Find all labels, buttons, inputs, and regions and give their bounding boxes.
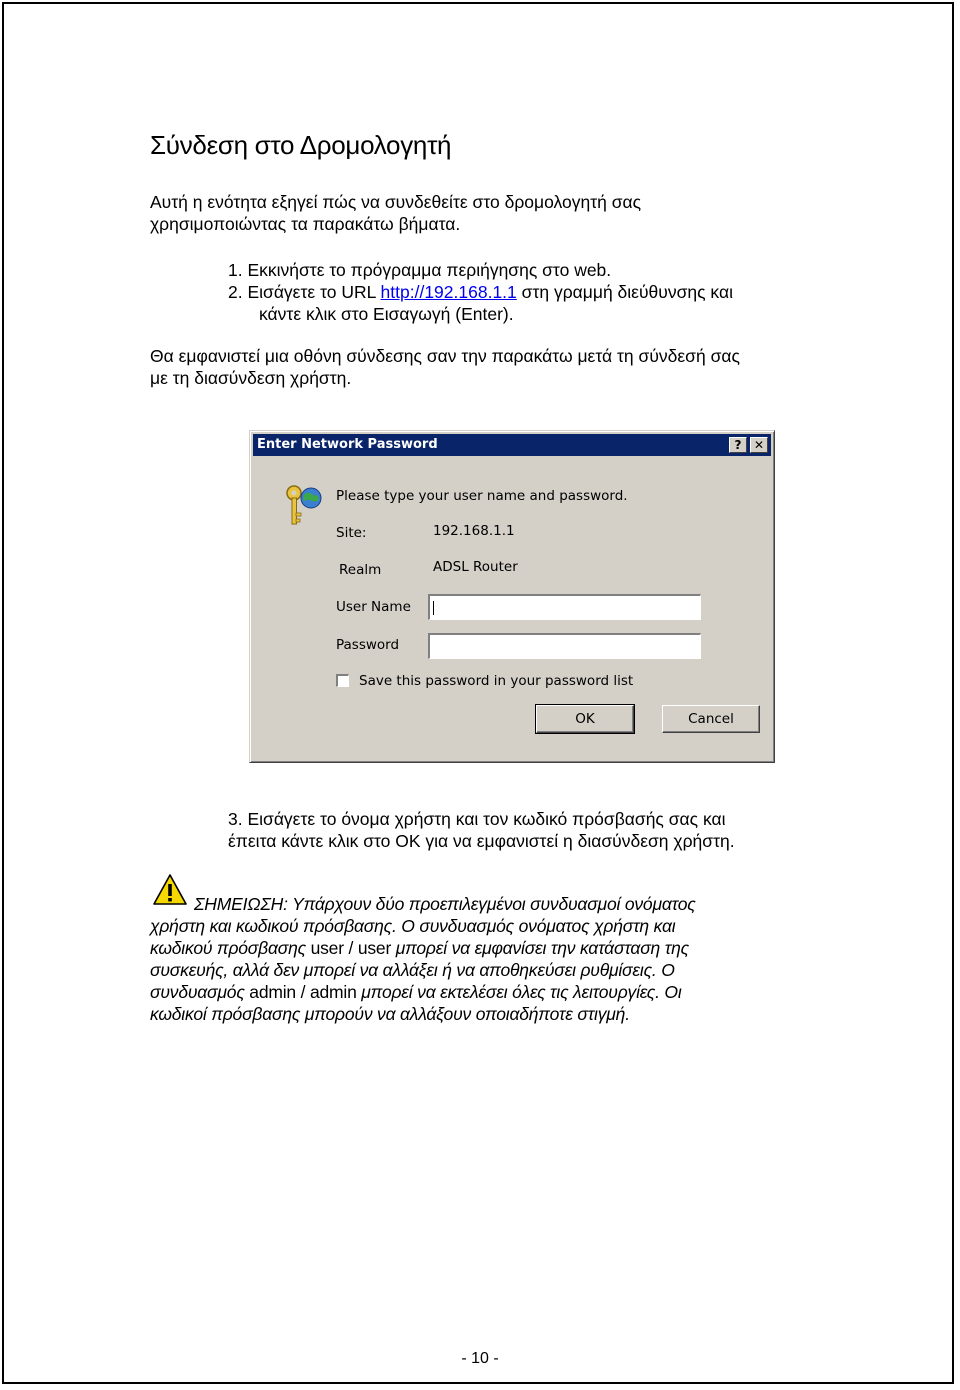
- password-input[interactable]: [428, 633, 701, 659]
- router-url-link[interactable]: http://192.168.1.1: [380, 282, 517, 302]
- note-text: Υπάρχουν δύο προεπιλεγμένοι συνδυασμοί ονόματος: [287, 894, 696, 914]
- close-button[interactable]: ✕: [750, 437, 768, 453]
- note-credentials-admin: admin / admin: [249, 982, 357, 1002]
- password-label: Password: [336, 637, 400, 653]
- step-2-prefix: 2. Εισάγετε το URL: [228, 282, 381, 302]
- note-credentials-user: user / user: [310, 938, 392, 958]
- step-3: [228, 808, 828, 852]
- realm-value: ADSL Router: [433, 559, 518, 575]
- password-dialog: [249, 430, 775, 763]
- dialog-titlebar: [253, 434, 771, 456]
- help-button[interactable]: ?: [729, 437, 747, 453]
- note-text: μπορεί να εκτελέσει όλες τις λειτουργίες. Οι: [356, 982, 682, 1002]
- key-icon: [284, 483, 324, 529]
- note-line: [150, 981, 790, 1003]
- intro-line: Αυτή η ενότητα εξηγεί πώς να συνδεθείτε στο δρομολογητή σας: [150, 192, 642, 212]
- note-block: [150, 893, 790, 1025]
- after-line: Θα εμφανιστεί μια οθόνη σύνδεσης σαν την παρακάτω μετά τη σύνδεσή σας: [150, 346, 740, 366]
- intro-paragraph: [150, 191, 830, 235]
- steps-list: [228, 259, 733, 325]
- dialog-title: Enter Network Password: [257, 437, 438, 452]
- ok-button[interactable]: OK: [536, 705, 634, 733]
- note-line: [150, 893, 790, 915]
- site-label: Site:: [336, 525, 367, 541]
- username-input[interactable]: [428, 594, 701, 620]
- note-text: μπορεί να εμφανίσει την κατάσταση της: [391, 938, 689, 958]
- save-password-checkbox[interactable]: [336, 674, 349, 687]
- note-line: συσκευής, αλλά δεν μπορεί να αλλάξει ή να αποθηκεύσει ρυθμίσεις. Ο: [150, 960, 675, 980]
- username-label: User Name: [336, 599, 411, 615]
- step-3-line: έπειτα κάντε κλικ στο OK για να εμφανιστεί η διασύνδεση χρήστη.: [228, 831, 735, 851]
- save-password-label[interactable]: Save this password in your password list: [359, 673, 634, 689]
- note-text: συνδυασμός: [150, 982, 250, 1002]
- intro-line: χρησιμοποιώντας τα παρακάτω βήματα.: [150, 214, 461, 234]
- note-title: ΣΗΜΕΙΩΣΗ:: [194, 894, 288, 914]
- dialog-prompt: Please type your user name and password.: [336, 488, 628, 504]
- page-number: - 10 -: [461, 1350, 499, 1367]
- step-1: 1. Εκκινήστε το πρόγραμμα περιήγησης στο web.: [228, 260, 612, 280]
- site-value: 192.168.1.1: [433, 523, 515, 539]
- note-line: χρήστη και κωδικού πρόσβασης. Ο συνδυασμός ονόματος χρήστη και: [150, 916, 676, 936]
- note-text: κωδικού πρόσβασης: [150, 938, 311, 958]
- step-2: [228, 281, 733, 303]
- after-paragraph: [150, 345, 830, 389]
- after-line: με τη διασύνδεση χρήστη.: [150, 368, 352, 388]
- realm-label: Realm: [339, 562, 382, 578]
- note-line: [150, 937, 790, 959]
- page-title: Σύνδεση στο Δρομολογητή: [150, 130, 452, 160]
- cancel-button[interactable]: Cancel: [662, 705, 760, 733]
- step-2-continuation: κάντε κλικ στο Εισαγωγή (Enter).: [259, 304, 514, 324]
- step-2-suffix: στη γραμμή διεύθυνσης και: [516, 282, 733, 302]
- step-3-line: 3. Εισάγετε το όνομα χρήστη και τον κωδικό πρόσβασής σας και: [228, 809, 726, 829]
- note-line: κωδικοί πρόσβασης μπορούν να αλλάξουν οποιαδήποτε στιγμή.: [150, 1004, 630, 1024]
